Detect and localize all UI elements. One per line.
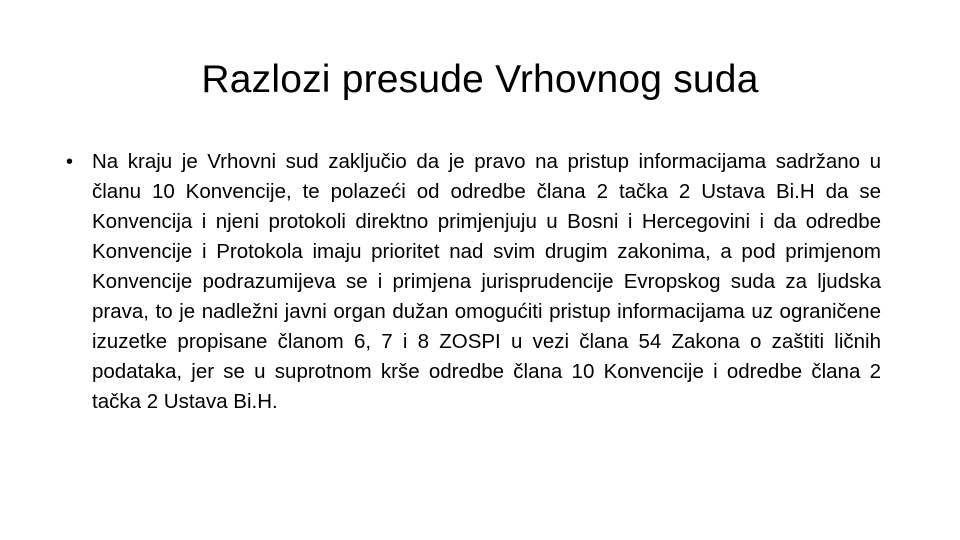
bullet-marker: • bbox=[66, 151, 74, 173]
bullet-text: Na kraju je Vrhovni sud zaključio da je pravo na pristup informacijama sadržano u članu 10 Konvencije, te polazeći od odredbe člana 2 tačka 2 Ustava Bi.H da se Konvencija i njeni protokoli direktno primjenjuju u Bosni i Hercegovini i da odredbe Konvencije i Protokola imaju prioritet nad svim drugim zakonima, a pod primjenom Konvencije podrazumijeva se i primjena jurisprudencije Evropskog suda za ljudska prava, to je nadležni javni organ dužan omogućiti pristup informacijama uz ograničene izuzetke propisane članom 6, 7 i 8 ZOSPI u vezi člana 54 Zakona o zaštiti ličnih podataka, jer se u suprotnom krše odredbe člana 10 Konvencije i odredbe člana 2 tačka 2 Ustava Bi.H. bbox=[92, 150, 881, 413]
slide-body bbox=[66, 147, 881, 417]
slide-title: Razlozi presude Vrhovnog suda bbox=[201, 58, 759, 101]
bullet-item bbox=[66, 147, 881, 417]
